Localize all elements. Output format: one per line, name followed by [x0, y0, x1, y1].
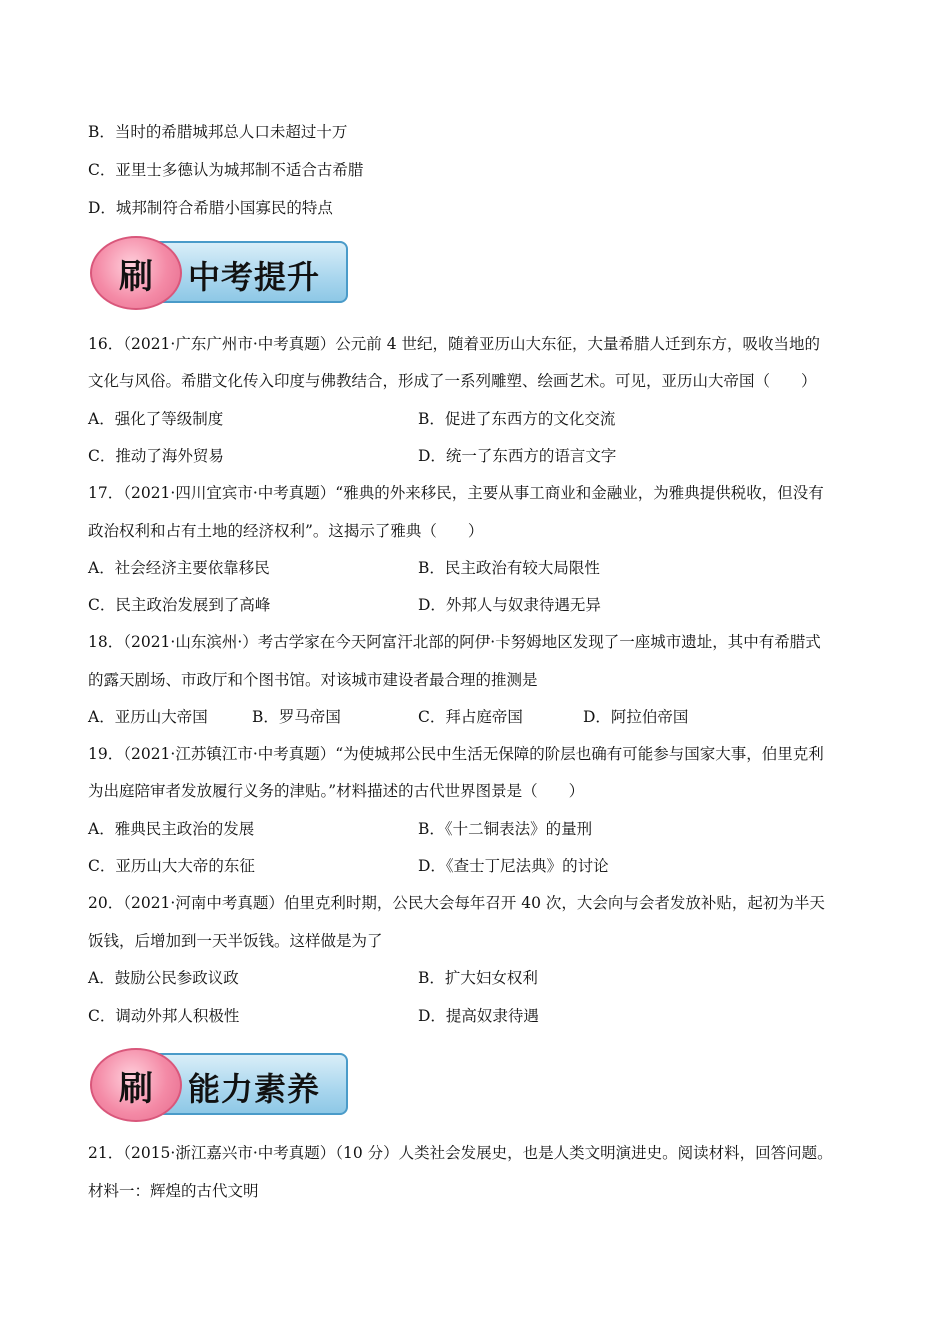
q20-option-c: C．调动外邦人积极性: [88, 1007, 240, 1025]
question-21-line-2: 材料一：辉煌的古代文明: [88, 1182, 259, 1200]
question-16-line-1: 16．（2021·广东广州市·中考真题）公元前 4 世纪，随着亚历山大东征，大量希腊人迁到东方，吸收当地的: [88, 335, 820, 353]
banner-title: 能力素养: [188, 1070, 321, 1108]
q18-option-c: C．拜占庭帝国: [418, 708, 523, 726]
question-20-line-1: 20．（2021·河南中考真题）伯里克利时期，公民大会每年召开 40 次，大会向与会者发放补贴，起初为半天: [88, 894, 825, 912]
question-16-line-2: 文化与风俗。希腊文化传入印度与佛教结合，形成了一系列雕塑、绘画艺术。可见，亚历山大帝国（ ）: [88, 372, 817, 390]
q20-option-b: B．扩大妇女权利: [418, 969, 538, 987]
q19-option-b: B．《十二铜表法》的量刑: [418, 820, 593, 838]
q20-option-d: D．提高奴隶待遇: [418, 1007, 539, 1025]
q17-option-d: D．外邦人与奴隶待遇无异: [418, 596, 601, 614]
question-18-line-2: 的露天剧场、市政厅和个图书馆。对该城市建设者最合理的推测是: [88, 671, 538, 689]
section-banner-exam-improvement: [90, 238, 352, 308]
question-20-line-2: 饭钱，后增加到一天半饭钱。这样做是为了: [88, 932, 383, 950]
option-d-city-state: D．城邦制符合希腊小国寡民的特点: [88, 199, 333, 217]
question-21-line-1: 21．（2015·浙江嘉兴市·中考真题）（10 分）人类社会发展史，也是人类文明演进史。阅读材料，回答问题。: [88, 1144, 833, 1162]
question-19-line-2: 为出庭陪审者发放履行义务的津贴。”材料描述的古代世界图景是（ ）: [88, 782, 585, 800]
option-b-greek-population: B．当时的希腊城邦总人口未超过十万: [88, 123, 348, 141]
q16-option-d: D．统一了东西方的语言文字: [418, 447, 617, 465]
q17-option-a: A．社会经济主要依靠移民: [88, 559, 270, 577]
q19-option-d: D．《查士丁尼法典》的讨论: [418, 857, 609, 875]
section-banner-ability: [90, 1050, 352, 1120]
question-18-line-1: 18．（2021·山东滨州·）考古学家在今天阿富汗北部的阿伊·卡努姆地区发现了一座城市遗址，其中有希腊式: [88, 633, 821, 651]
q19-option-a: A．雅典民主政治的发展: [88, 820, 255, 838]
option-c-aristotle: C．亚里士多德认为城邦制不适合古希腊: [88, 161, 364, 179]
banner-char: 刷: [119, 256, 153, 297]
q19-option-c: C．亚历山大大帝的东征: [88, 857, 255, 875]
q18-option-b: B．罗马帝国: [252, 708, 341, 726]
question-17-line-2: 政治权利和占有土地的经济权利”。这揭示了雅典（ ）: [88, 522, 484, 540]
q18-option-a: A．亚历山大帝国: [88, 708, 208, 726]
banner-title: 中考提升: [188, 258, 321, 296]
banner-char: 刷: [119, 1068, 153, 1109]
q16-option-c: C．推动了海外贸易: [88, 447, 224, 465]
banner-circle-badge: [90, 1048, 182, 1122]
q17-option-b: B．民主政治有较大局限性: [418, 559, 600, 577]
q18-option-d: D．阿拉伯帝国: [583, 708, 689, 726]
question-17-line-1: 17．（2021·四川宜宾市·中考真题）“雅典的外来移民，主要从事工商业和金融业，为雅典提供税收，但没有: [88, 484, 824, 502]
q20-option-a: A．鼓励公民参政议政: [88, 969, 239, 987]
question-19-line-1: 19．（2021·江苏镇江市·中考真题）“为使城邦公民中生活无保障的阶层也确有可能参与国家大事，伯里克利: [88, 745, 824, 763]
q17-option-c: C．民主政治发展到了高峰: [88, 596, 271, 614]
banner-circle-badge: [90, 236, 182, 310]
q16-option-a: A．强化了等级制度: [88, 410, 224, 428]
q16-option-b: B．促进了东西方的文化交流: [418, 410, 616, 428]
